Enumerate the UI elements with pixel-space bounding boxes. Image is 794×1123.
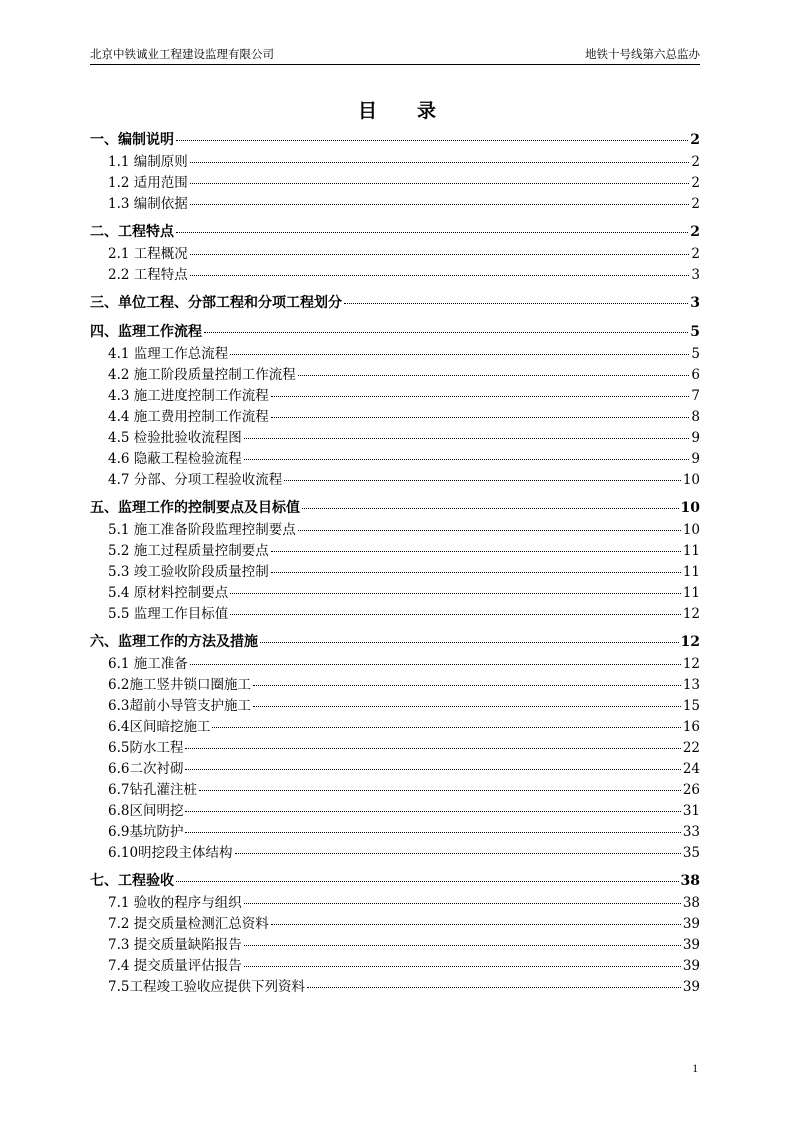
dot-leader [235,853,681,854]
dot-leader [244,459,690,460]
toc-subsection[interactable] [90,757,700,778]
dot-leader [284,480,681,481]
toc-entry-page: 35 [682,845,700,861]
toc-entry-page: 39 [682,937,700,953]
toc-entry-label: 6.8区间明挖 [108,803,184,819]
toc-subsection[interactable] [90,426,700,447]
toc-section[interactable] [90,870,700,891]
toc-subsection[interactable] [90,673,700,694]
toc-entry-label: 6.5防水工程 [108,740,184,756]
header-project: 地铁十号线第六总监办 [585,47,700,61]
toc-entry-page: 16 [682,719,700,735]
toc-entry-label: 1.1 编制原则 [108,154,188,170]
toc-subsection[interactable] [90,468,700,489]
toc-subsection[interactable] [90,539,700,560]
dot-leader [307,987,681,988]
page-header [90,46,700,65]
dot-leader [253,685,681,686]
toc-entry-page: 6 [691,367,700,383]
toc-entry-page: 2 [691,196,700,212]
toc-section[interactable] [90,221,700,242]
toc-entry-page: 2 [691,246,700,262]
toc-subsection[interactable] [90,192,700,213]
toc-entry-label: 1.2 适用范围 [108,175,188,191]
toc-subsection[interactable] [90,363,700,384]
toc-entry-label: 6.2施工竖井锁口圈施工 [108,677,251,693]
toc-subsection[interactable] [90,715,700,736]
toc-section[interactable] [90,497,700,518]
toc-subsection[interactable] [90,242,700,263]
toc-entry-page: 33 [682,824,700,840]
dot-leader [244,966,681,967]
toc-subsection[interactable] [90,171,700,192]
dot-leader [244,438,690,439]
dot-leader [185,769,680,770]
toc-subsection[interactable] [90,405,700,426]
dot-leader [271,417,690,418]
toc-entry-page: 9 [691,430,700,446]
toc-entry-page: 10 [680,500,700,516]
dot-leader [185,811,680,812]
toc-entry-label: 6.3超前小导管支护施工 [108,698,251,714]
toc-entry-label: 5.5 监理工作目标值 [108,606,229,622]
toc-entry-page: 10 [682,472,700,488]
dot-leader [190,664,681,665]
toc-subsection[interactable] [90,581,700,602]
dot-leader [253,706,681,707]
dot-leader [271,572,681,573]
toc-entry-page: 3 [691,267,700,283]
toc-entry-label: 五、监理工作的控制要点及目标值 [90,500,300,516]
toc-entry-label: 六、监理工作的方法及措施 [90,634,258,650]
dot-leader [190,183,690,184]
dot-leader [271,924,681,925]
toc-entry-page: 39 [682,916,700,932]
dot-leader [298,530,681,531]
dot-leader [176,140,688,141]
toc-subsection[interactable] [90,820,700,841]
toc-subsection[interactable] [90,778,700,799]
dot-leader [190,162,690,163]
toc-entry-label: 5.1 施工准备阶段监理控制要点 [108,522,296,538]
toc-entry-page: 12 [680,634,700,650]
toc-subsection[interactable] [90,912,700,933]
toc-entry-page: 2 [690,224,700,240]
toc-subsection[interactable] [90,447,700,468]
toc-entry-page: 8 [691,409,700,425]
toc-entry-label: 一、编制说明 [90,132,174,148]
toc-entry-page: 12 [682,606,700,622]
dot-leader [190,204,690,205]
dot-leader [244,903,681,904]
page-title: 目录 [357,100,476,122]
toc-subsection[interactable] [90,891,700,912]
toc-entry-page: 31 [682,803,700,819]
toc-entry-label: 四、监理工作流程 [90,324,202,340]
toc-subsection[interactable] [90,933,700,954]
toc-section[interactable] [90,321,700,342]
toc-section[interactable] [90,631,700,652]
toc-entry-page: 10 [682,522,700,538]
toc-entry-page: 22 [682,740,700,756]
toc-entry-label: 2.2 工程特点 [108,267,188,283]
toc-subsection[interactable] [90,263,700,284]
toc-subsection[interactable] [90,652,700,673]
dot-leader [230,593,681,594]
toc-entry-page: 39 [682,958,700,974]
dot-leader [190,254,690,255]
toc-entry-page: 26 [682,782,700,798]
toc-subsection[interactable] [90,975,700,996]
toc-entry-label: 7.5工程竣工验收应提供下列资料 [108,979,305,995]
toc-entry-label: 4.2 施工阶段质量控制工作流程 [108,367,296,383]
toc-entry-label: 4.6 隐蔽工程检验流程 [108,451,242,467]
toc-subsection[interactable] [90,384,700,405]
toc-entry-label: 7.4 提交质量评估报告 [108,958,242,974]
toc-entry-page: 11 [682,543,700,559]
toc-subsection[interactable] [90,150,700,171]
toc-entry-page: 7 [691,388,700,404]
toc-entry-label: 6.4区间暗挖施工 [108,719,211,735]
toc-entry-label: 4.4 施工费用控制工作流程 [108,409,269,425]
toc-entry-label: 1.3 编制依据 [108,196,188,212]
toc-subsection[interactable] [90,736,700,757]
toc-entry-page: 39 [682,979,700,995]
dot-leader [190,275,690,276]
toc-entry-label: 5.3 竣工验收阶段质量控制 [108,564,269,580]
toc-entry-page: 24 [682,761,700,777]
dot-leader [271,551,681,552]
toc-entry-label: 6.1 施工准备 [108,656,188,672]
toc-entry-label: 6.10明挖段主体结构 [108,845,233,861]
toc-entry-label: 7.1 验收的程序与组织 [108,895,242,911]
dot-leader [176,232,688,233]
toc-entry-page: 2 [691,154,700,170]
toc-entry-page: 15 [682,698,700,714]
toc-entry-label: 6.9基坑防护 [108,824,184,840]
dot-leader [298,375,690,376]
toc-entry-page: 13 [682,677,700,693]
toc-entry-page: 11 [682,585,700,601]
toc-entry-page: 11 [682,564,700,580]
toc-subsection[interactable] [90,841,700,862]
toc-entry-label: 7.2 提交质量检测汇总资料 [108,916,269,932]
dot-leader [212,727,680,728]
toc-entry-page: 5 [691,346,700,362]
dot-leader [244,945,681,946]
toc-entry-label: 七、工程验收 [90,873,174,889]
toc-entry-label: 6.6二次衬砌 [108,761,184,777]
toc-entry-page: 3 [690,295,700,311]
dot-leader [302,508,679,509]
toc-entry-page: 38 [680,873,700,889]
toc-entry-label: 7.3 提交质量缺陷报告 [108,937,242,953]
toc-subsection[interactable] [90,799,700,820]
toc-section[interactable] [90,292,700,313]
toc-entry-label: 4.3 施工进度控制工作流程 [108,388,269,404]
toc-entry-page: 9 [691,451,700,467]
toc-entry-label: 5.2 施工过程质量控制要点 [108,543,269,559]
dot-leader [230,614,681,615]
page-number: 1 [692,1063,698,1075]
toc-subsection[interactable] [90,694,700,715]
toc-entry-label: 二、工程特点 [90,224,174,240]
toc-entry-page: 5 [690,324,700,340]
dot-leader [204,332,688,333]
toc-subsection[interactable] [90,954,700,975]
table-of-contents [90,129,700,996]
dot-leader [260,642,679,643]
toc-entry-label: 三、单位工程、分部工程和分项工程划分 [90,295,342,311]
dot-leader [344,303,688,304]
toc-section[interactable] [90,129,700,150]
toc-entry-page: 2 [691,175,700,191]
toc-subsection[interactable] [90,560,700,581]
dot-leader [199,790,681,791]
toc-entry-label: 4.7 分部、分项工程验收流程 [108,472,283,488]
toc-entry-label: 2.1 工程概况 [108,246,188,262]
toc-entry-label: 4.1 监理工作总流程 [108,346,229,362]
dot-leader [185,748,680,749]
toc-entry-page: 2 [690,132,700,148]
toc-entry-page: 38 [682,895,700,911]
toc-entry-label: 4.5 检验批验收流程图 [108,430,242,446]
toc-entry-label: 5.4 原材料控制要点 [108,585,229,601]
dot-leader [176,881,679,882]
dot-leader [185,832,680,833]
dot-leader [271,396,690,397]
toc-entry-page: 12 [682,656,700,672]
header-company: 北京中铁诚业工程建设监理有限公司 [90,47,274,61]
toc-subsection[interactable] [90,602,700,623]
toc-subsection[interactable] [90,518,700,539]
dot-leader [230,354,689,355]
toc-entry-label: 6.7钻孔灌注桩 [108,782,197,798]
toc-subsection[interactable] [90,342,700,363]
